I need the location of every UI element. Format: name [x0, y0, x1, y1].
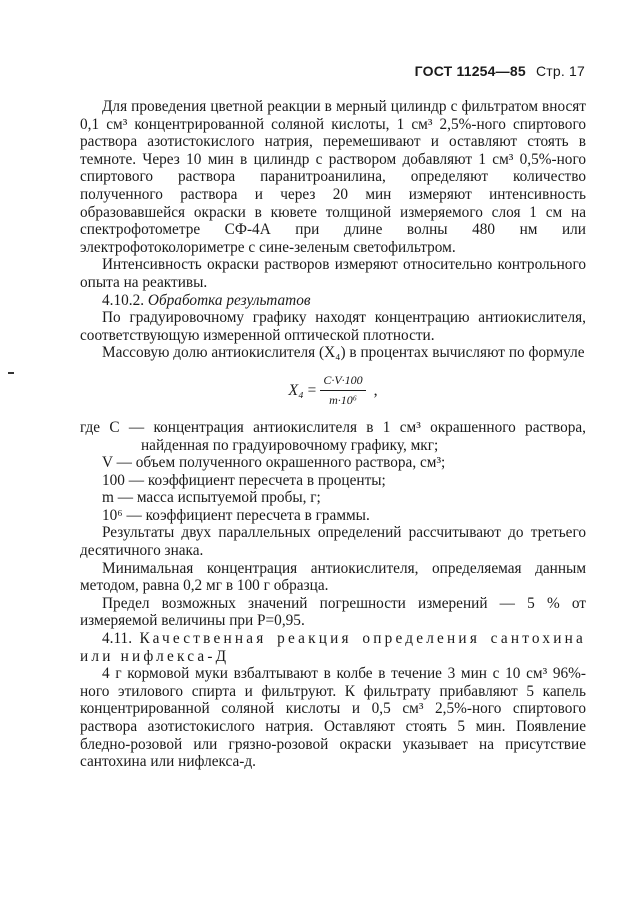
- paragraph: Предел возможных значений погрешности измерений — 5 % от измеряемой величины при P=0,95.: [80, 594, 586, 630]
- formula-numerator: C·V·100: [320, 372, 365, 392]
- document-body: [80, 98, 586, 771]
- section-number: 4.10.2.: [102, 291, 145, 309]
- legend-item: где C — концентрация антиокислителя в 1 см³ окрашенного раствора, найденная по градуировочному графику, мкг;: [80, 418, 586, 454]
- margin-mark: [8, 372, 14, 374]
- paragraph: Результаты двух параллельных определений рассчитывают до третьего десятичного знака.: [80, 524, 586, 560]
- legend-item: m — масса испытуемой пробы, г;: [102, 489, 321, 507]
- section-title: Качественная реакция определения сантохина или нифлекса-Д: [80, 630, 586, 665]
- formula-fraction: [320, 372, 365, 410]
- standard-number: ГОСТ 11254—85: [414, 63, 526, 79]
- paragraph: По градуировочному графику находят концентрацию антиокислителя, соответствующую измеренной оптической плотности.: [80, 309, 586, 344]
- section-heading-4-11: [80, 630, 586, 665]
- formula-trail: ,: [373, 382, 378, 400]
- formula-lhs: X₄: [288, 382, 304, 400]
- paragraph: Минимальная концентрация антиокислителя, определяемая данным методом, равна 0,2 мг в 100 г образца.: [80, 559, 586, 595]
- legend-item: 100 — коэффициент пересчета в проценты;: [102, 471, 386, 489]
- formula-equals: =: [307, 382, 317, 400]
- paragraph: Для проведения цветной реакции в мерный цилиндр с фильтратом вносят 0,1 см³ концентрированной соляной кислоты, 1 см³ 2,5%-ного спиртового раствора азотистокислого натрия, перемешивают и оставляют стоять в темноте. Через 10 мин в цилиндр с раствором добавляют 1 см³ 0,5%-ного спиртового раствора паранитроанилина, определяют количество полученного раствора и через 20 мин измеряют интенсивность образовавшейся окраски в кювете толщиной измеряемого слоя 1 см на спектрофотометре СФ-4А при длине волны 480 нм или электрофотоколориметре с сине-зеленым светофильтром.: [80, 98, 586, 256]
- legend-item: 10⁶ — коэффициент пересчета в граммы.: [102, 506, 370, 524]
- formula: [80, 371, 586, 411]
- page-number: Стр. 17: [535, 63, 585, 79]
- paragraph: Массовую долю антиокислителя (X₄) в процентах вычисляют по формуле: [102, 344, 585, 362]
- legend-item: V — объем полученного окрашенного раствора, см³;: [102, 454, 446, 472]
- formula-denominator: m·10⁶: [329, 393, 357, 408]
- paragraph: Интенсивность окраски растворов измеряют относительно контрольного опыта на реактивы.: [80, 256, 586, 291]
- section-title: Обработка результатов: [147, 291, 311, 309]
- section-number: 4.11.: [102, 630, 133, 648]
- paragraph: 4 г кормовой муки взбалтывают в колбе в течение 3 мин с 10 см³ 96%-ного этилового спирта и фильтруют. К фильтрату прибавляют 5 капель концентрированной соляной кислоты и 0,5 см³ 2,5%-ного спиртового раствора азотистокислого натрия. Оставляют стоять 5 мин. Появление бледно-розовой или грязно-розовой окраски указывает на присутствие сантохина или нифлекса-д.: [80, 665, 586, 771]
- page-header: [415, 63, 585, 79]
- section-heading-4-10-2: [80, 292, 586, 310]
